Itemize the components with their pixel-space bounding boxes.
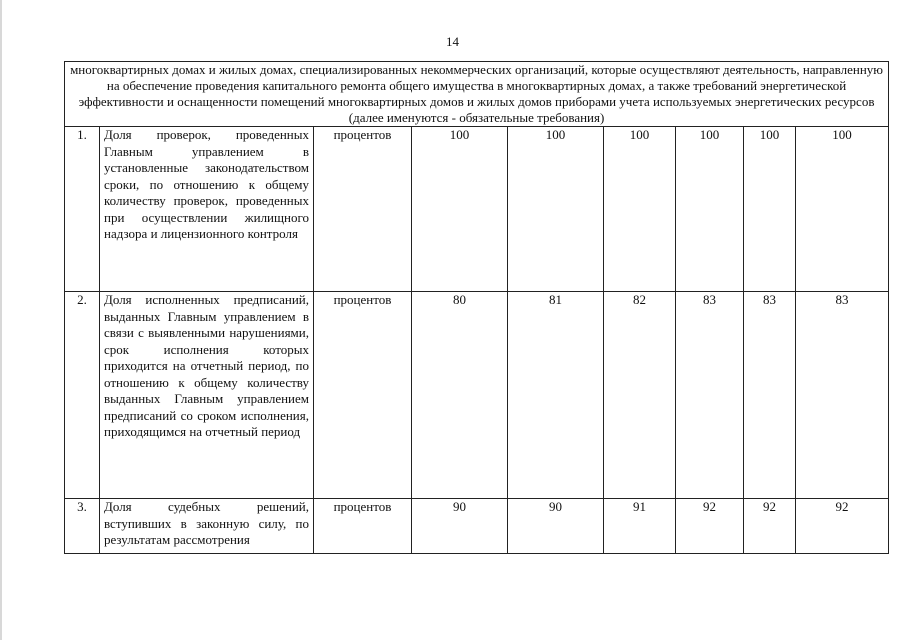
row-number: 1. xyxy=(65,127,100,292)
value-cell: 90 xyxy=(508,499,604,554)
value-cell: 81 xyxy=(508,292,604,499)
indicators-table xyxy=(64,61,889,554)
table-header-row xyxy=(65,62,889,127)
table-row xyxy=(65,127,889,292)
indicator-name: Доля проверок, проведенных Главным управлением в установленные законодательством сроки, по отношению к общему количеству проверок, проведенных при осуществлении жилищного надзора и лицензионного контроля xyxy=(100,127,314,292)
unit-cell: процентов xyxy=(314,127,412,292)
scan-edge xyxy=(0,0,2,640)
value-cell: 83 xyxy=(744,292,796,499)
value-cell: 92 xyxy=(676,499,744,554)
value-cell: 83 xyxy=(796,292,889,499)
value-cell: 100 xyxy=(412,127,508,292)
unit-cell: процентов xyxy=(314,292,412,499)
table-header-text: многоквартирных домах и жилых домах, специализированных некоммерческих организаций, которые осуществляют деятельность, направленную на обеспечение проведения капитального ремонта общего имущества в многоквартирных домах, а также требований энергетической эффективности и оснащенности помещений многоквартирных домов и жилых домов приборами учета используемых энергетических ресурсов (далее именуются - обязательные требования) xyxy=(65,62,889,127)
value-cell: 83 xyxy=(676,292,744,499)
value-cell: 90 xyxy=(412,499,508,554)
value-cell: 91 xyxy=(604,499,676,554)
row-number: 2. xyxy=(65,292,100,499)
value-cell: 92 xyxy=(796,499,889,554)
row-number: 3. xyxy=(65,499,100,554)
value-cell: 100 xyxy=(508,127,604,292)
value-cell: 100 xyxy=(744,127,796,292)
value-cell: 100 xyxy=(796,127,889,292)
table-row xyxy=(65,292,889,499)
unit-cell: процентов xyxy=(314,499,412,554)
value-cell: 100 xyxy=(604,127,676,292)
value-cell: 92 xyxy=(744,499,796,554)
value-cell: 100 xyxy=(676,127,744,292)
value-cell: 82 xyxy=(604,292,676,499)
value-cell: 80 xyxy=(412,292,508,499)
indicator-name: Доля исполненных предписаний, выданных Главным управлением в связи с выявленными нарушениями, срок исполнения которых приходится на отчетный период, по отношению к общему количеству выданных Главным управлением предписаний со сроком исполнения, приходящимся на отчетный период xyxy=(100,292,314,499)
table-row xyxy=(65,499,889,554)
indicator-name: Доля судебных решений, вступивших в законную силу, по результатам рассмотрения xyxy=(100,499,314,554)
page-number: 14 xyxy=(446,34,459,49)
